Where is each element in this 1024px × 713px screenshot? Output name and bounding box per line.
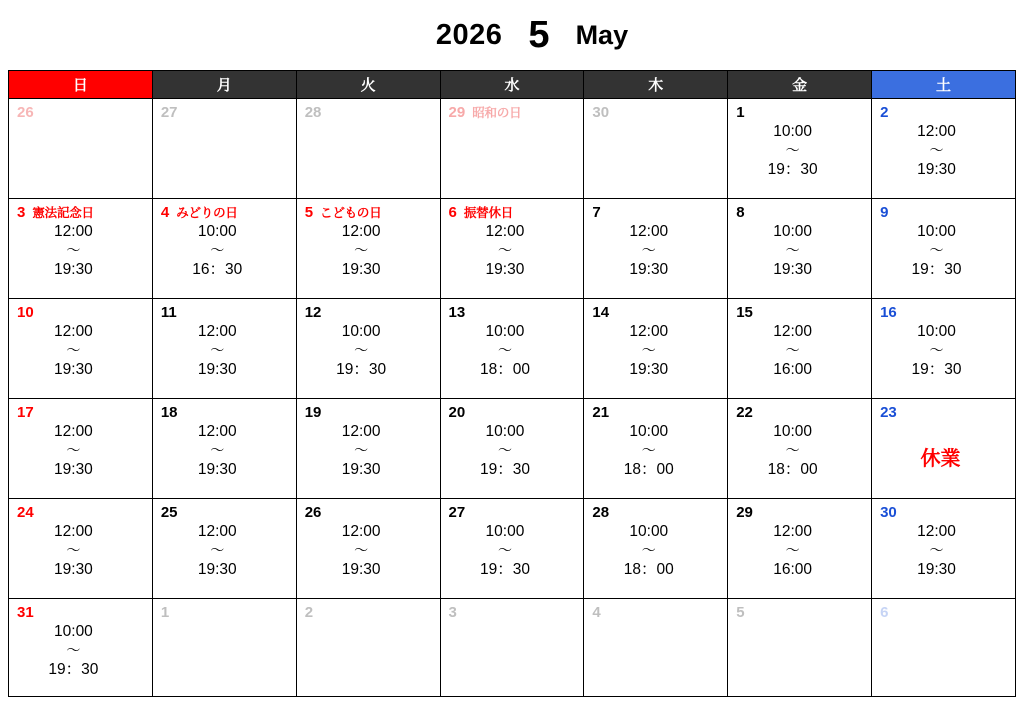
time-range-separator: 〜 [929,541,944,558]
time-range-separator: 〜 [210,441,225,458]
day-number-row [9,99,152,120]
calendar-day-cell[interactable] [152,199,296,299]
closed-label: 休業 [920,448,961,470]
calendar-month-number: 5 [528,14,550,56]
calendar-day-cell[interactable] [9,599,153,697]
business-hours [9,622,152,680]
day-number: 30 [592,104,610,121]
day-number-row [728,299,871,320]
open-time: 10:00 [773,123,813,140]
day-number-row [9,599,152,620]
day-number: 29 [448,104,466,121]
open-time: 12:00 [629,323,669,340]
day-number: 16 [880,304,897,321]
calendar-day-cell[interactable] [872,499,1016,599]
calendar-day-cell[interactable] [728,99,872,199]
day-number: 18 [160,404,178,421]
open-time: 10:00 [917,223,956,240]
calendar-day-cell[interactable] [9,399,153,499]
close-time: 19:30 [197,360,237,378]
business-hours [441,422,584,480]
calendar-day-cell[interactable] [440,599,584,697]
calendar-day-cell[interactable] [440,399,584,499]
calendar-day-cell[interactable] [440,99,584,199]
holiday-name: 昭和の日 [472,106,522,120]
open-time: 12:00 [917,123,956,140]
open-time: 10:00 [629,423,669,440]
calendar-day-cell[interactable] [872,299,1016,399]
close-time: 19:30 [54,360,93,378]
day-number: 5 [736,604,745,621]
time-range-separator: 〜 [66,641,81,658]
open-time: 12:00 [629,223,669,240]
day-number: 26 [304,504,322,521]
open-time: 10:00 [54,623,93,640]
calendar-day-cell[interactable] [9,99,153,199]
calendar-day-cell[interactable] [584,499,728,599]
day-number: 2 [880,104,889,121]
calendar-year: 2026 [435,18,503,51]
open-time: 10:00 [917,323,956,340]
calendar-day-cell[interactable] [872,99,1016,199]
business-hours [584,522,727,580]
day-number: 27 [448,504,466,521]
calendar-week-row [9,499,1016,599]
day-number: 1 [736,104,745,121]
close-time: 19：30 [336,360,387,378]
close-time: 19:30 [341,460,381,478]
close-time: 19:30 [629,260,669,278]
close-time: 19：30 [911,260,962,278]
calendar-day-cell[interactable] [9,199,153,299]
time-range-separator: 〜 [66,241,81,258]
time-range-separator: 〜 [497,241,512,258]
calendar-day-cell[interactable] [728,299,872,399]
day-number-row [297,499,440,520]
day-number: 25 [160,504,178,521]
day-number: 28 [304,104,322,121]
time-range-separator: 〜 [785,241,800,258]
calendar-day-cell[interactable] [728,199,872,299]
weekday-header-1: 月 [152,71,296,99]
close-time: 19:30 [54,560,93,578]
time-range-separator: 〜 [210,541,225,558]
calendar-day-cell[interactable] [440,499,584,599]
close-time: 19:30 [197,560,237,578]
close-time: 16:00 [773,360,813,378]
weekday-header-row [9,71,1016,99]
day-number-row [153,199,296,220]
day-number-row [297,399,440,420]
business-hours [441,222,584,280]
business-hours [872,522,1015,580]
day-number-row [153,299,296,320]
time-range-separator: 〜 [929,141,944,158]
close-time: 19:30 [341,560,381,578]
day-number: 6 [880,604,889,621]
day-number: 12 [304,304,322,321]
day-number: 15 [736,304,753,321]
calendar-day-cell[interactable] [296,99,440,199]
day-number-row [441,399,584,420]
holiday-name: 振替休日 [463,206,514,220]
open-time: 10:00 [485,423,525,440]
time-range-separator: 〜 [785,141,800,158]
calendar-week-row [9,399,1016,499]
calendar-day-cell[interactable] [440,199,584,299]
time-range-separator: 〜 [929,341,944,358]
open-time: 10:00 [341,323,381,340]
close-time: 19:30 [773,260,813,278]
close-time: 19:30 [54,460,93,478]
business-hours [728,422,871,480]
calendar-day-cell[interactable] [872,599,1016,697]
close-time: 19:30 [197,460,237,478]
business-hours [728,122,871,180]
day-number-row [9,399,152,420]
close-time: 16：30 [192,260,243,278]
open-time: 12:00 [197,523,237,540]
weekday-header-5: 金 [728,71,872,99]
calendar-day-cell[interactable] [584,299,728,399]
time-range-separator: 〜 [354,341,369,358]
calendar-day-cell[interactable] [296,499,440,599]
close-time: 16:00 [773,560,813,578]
day-number-row [441,499,584,520]
day-number: 21 [592,404,610,421]
time-range-separator: 〜 [641,341,656,358]
day-number: 4 [592,604,601,621]
day-number-row [872,99,1015,120]
time-range-separator: 〜 [785,441,800,458]
calendar-day-cell[interactable] [9,299,153,399]
calendar-month-name: May [575,19,629,50]
day-number-row [728,499,871,520]
day-number: 27 [160,104,178,121]
calendar-grid [8,70,1016,697]
close-time: 18：00 [767,460,818,478]
calendar-day-cell[interactable] [872,399,1016,499]
day-number-row [297,299,440,320]
day-number: 8 [736,204,745,221]
day-number-row [9,499,152,520]
day-number: 22 [736,404,753,421]
open-time: 10:00 [773,223,813,240]
day-number: 30 [880,504,897,521]
time-range-separator: 〜 [354,241,369,258]
business-hours [153,222,296,280]
business-hours [153,522,296,580]
day-number: 26 [17,104,34,121]
time-range-separator: 〜 [210,241,225,258]
day-number: 10 [17,304,34,321]
open-time: 10:00 [485,323,525,340]
open-time: 12:00 [773,523,813,540]
day-number: 31 [17,604,34,621]
calendar-day-cell[interactable] [872,199,1016,299]
business-hours [297,422,440,480]
weekday-header-3: 水 [440,71,584,99]
business-hours [297,522,440,580]
calendar-day-cell[interactable] [584,399,728,499]
calendar-day-cell[interactable] [152,499,296,599]
calendar-day-cell[interactable] [440,299,584,399]
day-number: 7 [592,204,601,221]
business-hours [297,322,440,380]
time-range-separator: 〜 [785,341,800,358]
day-number: 23 [880,404,897,421]
close-time: 19：30 [911,360,962,378]
day-number: 2 [304,604,314,621]
weekday-header-2: 火 [296,71,440,99]
calendar-week-row [9,599,1016,697]
weekday-header-6: 土 [872,71,1016,99]
calendar-title [0,0,1024,70]
open-time: 12:00 [54,423,93,440]
day-number: 19 [304,404,322,421]
day-number-row [153,99,296,120]
open-time: 12:00 [197,423,237,440]
business-hours [872,322,1015,380]
day-number-row [584,99,727,120]
calendar-day-cell[interactable] [584,199,728,299]
business-hours [441,522,584,580]
business-hours [9,522,152,580]
calendar-day-cell[interactable] [728,399,872,499]
holiday-name: みどりの日 [176,206,238,220]
open-time: 12:00 [341,423,381,440]
day-number: 24 [17,504,34,521]
business-hours [584,422,727,480]
calendar-day-cell[interactable] [728,499,872,599]
open-time: 12:00 [54,323,93,340]
day-number-row [297,99,440,120]
open-time: 12:00 [341,223,381,240]
calendar-day-cell[interactable] [296,199,440,299]
close-time: 19:30 [629,360,669,378]
calendar-day-cell[interactable] [152,99,296,199]
business-hours [728,522,871,580]
time-range-separator: 〜 [641,241,656,258]
calendar-week-row [9,99,1016,199]
time-range-separator: 〜 [497,441,512,458]
business-hours [441,322,584,380]
day-number: 28 [592,504,610,521]
business-hours [584,222,727,280]
close-time: 19：30 [479,460,530,478]
day-number: 20 [448,404,466,421]
day-number-row [153,599,296,620]
business-hours [9,422,152,480]
day-number-row [9,299,152,320]
day-number-row [441,99,584,120]
day-number-row [584,499,727,520]
close-time: 19:30 [341,260,381,278]
time-range-separator: 〜 [66,541,81,558]
day-number-row [872,499,1015,520]
open-time: 12:00 [197,323,237,340]
business-hours [9,322,152,380]
day-number-row [872,599,1015,620]
close-time: 19:30 [54,260,93,278]
day-number-row [9,199,152,220]
time-range-separator: 〜 [66,341,81,358]
day-number-row [584,299,727,320]
time-range-separator: 〜 [497,541,512,558]
open-time: 10:00 [629,523,669,540]
time-range-separator: 〜 [785,541,800,558]
time-range-separator: 〜 [929,241,944,258]
weekday-header-4: 木 [584,71,728,99]
close-time: 18：00 [623,460,674,478]
open-time: 12:00 [485,223,525,240]
close-time: 19:30 [485,260,525,278]
open-time: 12:00 [54,523,93,540]
day-number: 1 [160,604,170,621]
open-time: 10:00 [773,423,813,440]
day-number: 4 [160,204,170,221]
close-time: 18：00 [623,560,674,578]
day-number-row [441,299,584,320]
close-time: 18：00 [479,360,530,378]
business-hours [728,322,871,380]
day-number: 11 [160,304,177,321]
business-hours [728,222,871,280]
calendar-day-cell[interactable] [152,299,296,399]
day-number-row [872,399,1015,420]
calendar-week-row [9,299,1016,399]
day-number-row [728,99,871,120]
day-number-row [441,599,584,620]
holiday-name: こどもの日 [320,206,382,220]
business-hours [297,222,440,280]
calendar-day-cell[interactable] [9,499,153,599]
day-number-row [728,399,871,420]
day-number-row [297,199,440,220]
open-time: 12:00 [341,523,381,540]
close-time: 19:30 [917,560,956,578]
day-number: 3 [17,204,26,221]
calendar-week-row [9,199,1016,299]
day-number-row [872,299,1015,320]
time-range-separator: 〜 [497,341,512,358]
business-hours [153,422,296,480]
calendar-day-cell[interactable] [584,599,728,697]
calendar-day-cell[interactable] [584,99,728,199]
open-time: 12:00 [917,523,956,540]
day-number-row [728,599,871,620]
day-number-row [584,199,727,220]
day-number-row [872,199,1015,220]
time-range-separator: 〜 [354,541,369,558]
open-time: 10:00 [485,523,525,540]
holiday-name: 憲法記念日 [32,206,94,220]
close-time: 19：30 [48,660,99,678]
business-hours [584,322,727,380]
calendar-day-cell[interactable] [296,599,440,697]
business-hours [872,222,1015,280]
day-number: 17 [17,404,34,421]
day-number: 29 [736,504,753,521]
close-time: 19：30 [479,560,530,578]
day-number-row [584,599,727,620]
time-range-separator: 〜 [66,441,81,458]
open-time: 12:00 [773,323,813,340]
calendar-day-cell[interactable] [152,599,296,697]
calendar-day-cell[interactable] [296,399,440,499]
day-number: 9 [880,204,889,221]
open-time: 10:00 [197,223,237,240]
day-number-row [297,599,440,620]
day-number: 3 [448,604,457,621]
day-number-row [153,399,296,420]
time-range-separator: 〜 [210,341,225,358]
weekday-header-0: 日 [9,71,153,99]
day-number: 14 [592,304,610,321]
time-range-separator: 〜 [641,441,656,458]
day-number: 6 [448,204,457,221]
time-range-separator: 〜 [354,441,369,458]
calendar-day-cell[interactable] [728,599,872,697]
business-hours [153,322,296,380]
business-hours [9,222,152,280]
day-number: 13 [448,304,466,321]
calendar-day-cell[interactable] [296,299,440,399]
close-time: 19：30 [767,160,818,178]
business-hours [872,122,1015,180]
day-number-row [728,199,871,220]
day-number-row [153,499,296,520]
time-range-separator: 〜 [641,541,656,558]
day-number: 5 [304,204,314,221]
calendar-day-cell[interactable] [152,399,296,499]
close-time: 19:30 [917,160,956,178]
day-number-row [584,399,727,420]
day-number-row [441,199,584,220]
open-time: 12:00 [54,223,93,240]
